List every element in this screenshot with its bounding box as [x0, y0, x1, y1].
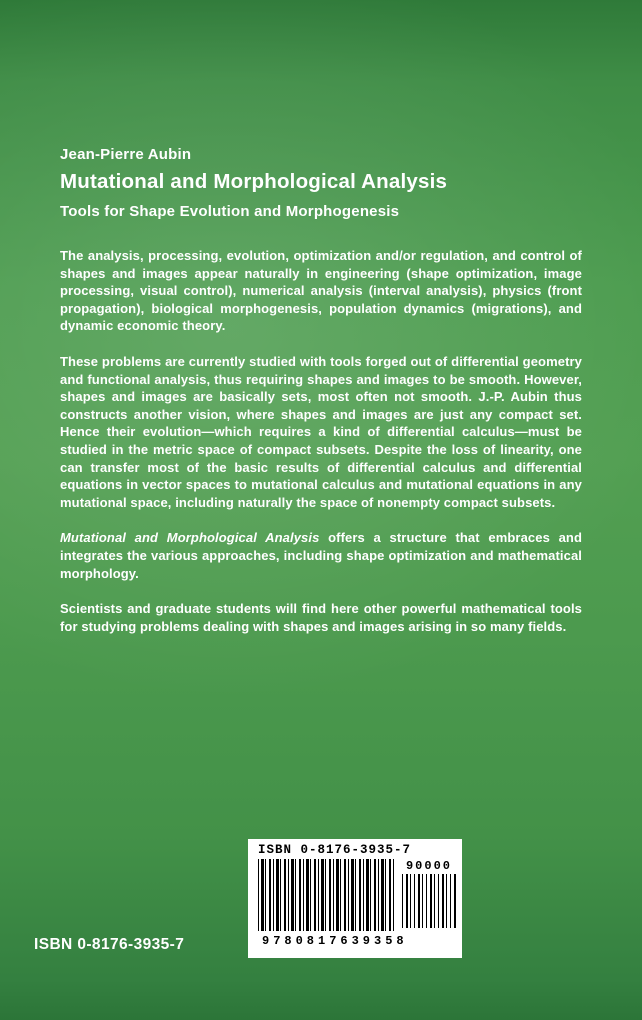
book-title: Mutational and Morphological Analysis	[60, 170, 448, 193]
description-paragraph-4: Scientists and graduate students will find here other powerful mathematical tools for studying problems dealing with shapes and images arising in so many fields.	[60, 601, 582, 634]
book-subtitle: Tools for Shape Evolution and Morphogenesis	[60, 203, 400, 220]
author-name: Jean-Pierre Aubin	[60, 146, 192, 163]
description-paragraph-1: The analysis, processing, evolution, optimization and/or regulation, and control of shapes and images appear naturally in engineering (shape optimization, image processing, visual control), numerical analysis (interval analysis), physics (front propagation), biological morphogenesis, population dynamics (migrations), and dynamic economic theory.	[60, 248, 582, 334]
barcode-supplement-bars	[402, 874, 456, 928]
description-paragraph-2: These problems are currently studied with tools forged out of differential geometry and functional analysis, thus requiring shapes and images to be smooth. However, shapes and images are basically sets, most often not smooth. J.-P. Aubin thus constructs another vision, where shapes and images are just any compact set. Hence their evolution—which requires a kind of differential calculus—must be studied in the metric space of compact subsets. Despite the loss of linearity, one can transfer most of the basic results of differential calculus and differential equations in vector spaces to mutational calculus and mutational equations in any mutational space, including naturally the space of nonempty compact subsets.	[60, 353, 582, 510]
book-title-italic-reference: Mutational and Morphological Analysis	[60, 530, 320, 546]
footer-isbn: ISBN 0-8176-3935-7	[34, 936, 185, 953]
barcode-main-bars	[258, 859, 394, 931]
description-paragraph-3	[60, 529, 582, 582]
barcode-ean-digits: 9780817639358	[262, 934, 408, 948]
barcode-supplement	[402, 859, 456, 931]
barcode-box	[248, 839, 462, 958]
barcode-row	[256, 859, 456, 931]
cover-text-block	[60, 146, 582, 653]
description-paragraph-3-rest: offers a structure that embraces and integrates the various approaches, including shape optimization and mathematical morphology.	[60, 530, 582, 581]
barcode-isbn-text: ISBN 0-8176-3935-7	[258, 843, 412, 857]
barcode-supplement-value: 90000	[405, 859, 452, 873]
